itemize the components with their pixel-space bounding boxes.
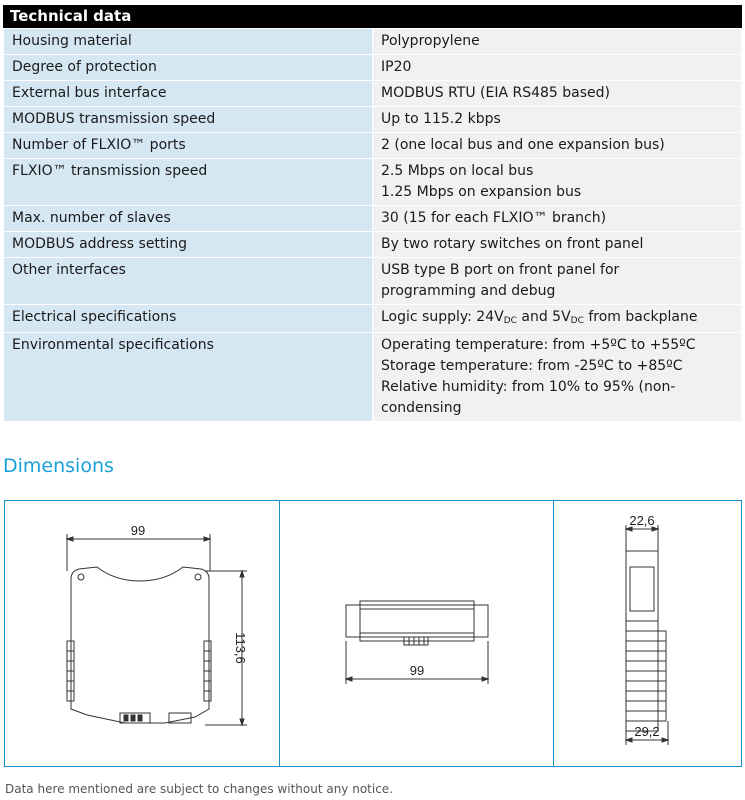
row-key: External bus interface (4, 81, 373, 107)
front-view-panel (5, 501, 279, 766)
row-key: MODBUS address setting (4, 232, 373, 258)
row-value: 30 (15 for each FLXIO™ branch) (373, 206, 742, 232)
row-key: Housing material (4, 29, 373, 55)
dimensions-title: Dimensions (3, 455, 114, 477)
value-line: USB type B port on front panel for (381, 262, 620, 278)
table-row (4, 81, 742, 107)
value-text: Logic supply: 24V (381, 309, 504, 325)
side-bottom-label: 29,2 (634, 724, 660, 739)
row-key: FLXIO™ transmission speed (4, 159, 373, 206)
value-line: 1.25 Mbps on expansion bus (381, 184, 582, 200)
technical-data-table (3, 5, 742, 422)
value-line: Relative humidity: from 10% to 95% (non- (381, 379, 676, 395)
table-row (4, 206, 742, 232)
row-value: Polypropylene (373, 29, 742, 55)
front-view-drawing (5, 501, 279, 766)
dimensions-box (4, 500, 742, 767)
row-value (373, 305, 742, 333)
table-row (4, 232, 742, 258)
side-view-panel (553, 501, 741, 766)
spec-table (3, 28, 742, 422)
row-key: Max. number of slaves (4, 206, 373, 232)
technical-data-header: Technical data (3, 5, 742, 28)
value-line: condensing (381, 400, 462, 416)
table-row (4, 305, 742, 333)
value-line: Storage temperature: from -25ºC to +85ºC (381, 358, 683, 374)
row-value: Up to 115.2 kbps (373, 107, 742, 133)
value-text: from backplane (583, 309, 698, 325)
front-width-label: 99 (130, 523, 146, 538)
dc-subscript: DC (503, 316, 517, 326)
table-row (4, 133, 742, 159)
bottom-view-panel (279, 501, 553, 766)
value-line: programming and debug (381, 283, 556, 299)
row-key: MODBUS transmission speed (4, 107, 373, 133)
value-line: 2.5 Mbps on local bus (381, 163, 534, 179)
footnote: Data here mentioned are subject to changes without any notice. (5, 782, 394, 796)
table-row (4, 159, 742, 206)
table-row (4, 258, 742, 305)
dc-subscript: DC (570, 316, 584, 326)
row-value: By two rotary switches on front panel (373, 232, 742, 258)
row-value: MODBUS RTU (EIA RS485 based) (373, 81, 742, 107)
side-top-label: 22,6 (629, 513, 655, 528)
front-height-label: 113,6 (233, 632, 248, 664)
table-row (4, 55, 742, 81)
row-key: Other interfaces (4, 258, 373, 305)
table-row (4, 107, 742, 133)
table-row (4, 29, 742, 55)
table-row (4, 333, 742, 422)
row-key: Number of FLXIO™ ports (4, 133, 373, 159)
row-value: 2 (one local bus and one expansion bus) (373, 133, 742, 159)
row-value (373, 333, 742, 422)
value-text: and 5V (516, 309, 571, 325)
bottom-width-label: 99 (409, 663, 425, 678)
bottom-view-drawing (280, 501, 554, 766)
value-line: Operating temperature: from +5ºC to +55ºC (381, 337, 696, 353)
row-value (373, 159, 742, 206)
row-key: Environmental specifications (4, 333, 373, 422)
side-view-drawing (554, 501, 742, 766)
row-value: IP20 (373, 55, 742, 81)
row-key: Electrical specifications (4, 305, 373, 333)
row-key: Degree of protection (4, 55, 373, 81)
row-value (373, 258, 742, 305)
